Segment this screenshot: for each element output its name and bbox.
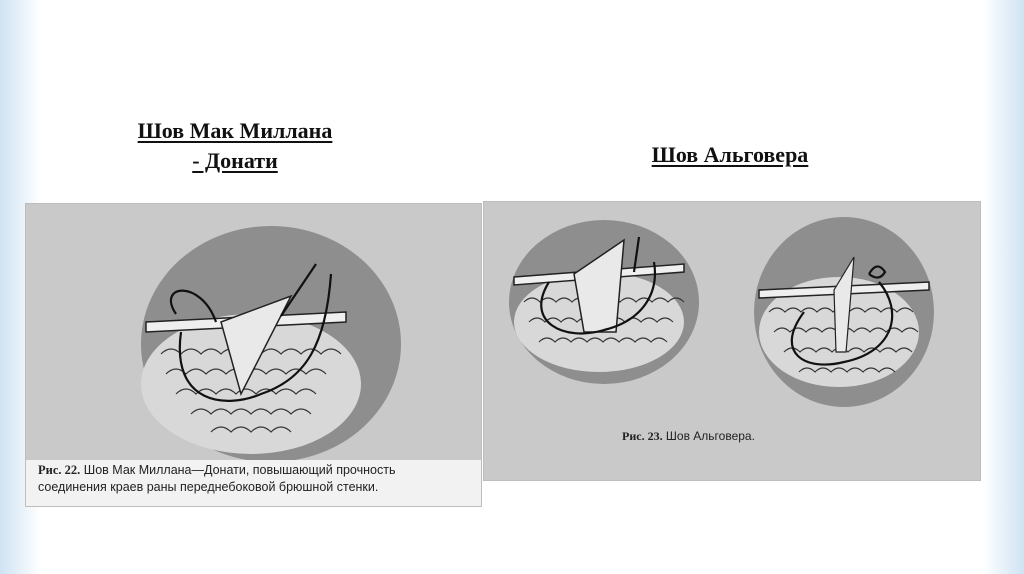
caption-label: Рис. 23. — [622, 429, 663, 443]
figure-caption — [38, 462, 478, 496]
figure-algover — [483, 201, 981, 481]
slide-title-right: Шов Альговера — [651, 142, 809, 167]
slide-title-left — [90, 116, 380, 176]
caption-label: Рис. 22. — [38, 463, 81, 477]
caption-text-line2: соединения краев раны переднебоковой брюшной стенки. — [38, 480, 379, 494]
caption-text-line1: Шов Мак Миллана—Донати, повышающий прочность — [80, 463, 396, 477]
title-left-line2: - Донати — [192, 148, 278, 173]
figure-mcmillan-donati — [25, 203, 482, 507]
title-left-line1: Шов Мак Миллана — [137, 118, 333, 143]
caption-text-line1: Шов Альговера. — [662, 429, 755, 443]
figure-caption — [622, 428, 882, 445]
